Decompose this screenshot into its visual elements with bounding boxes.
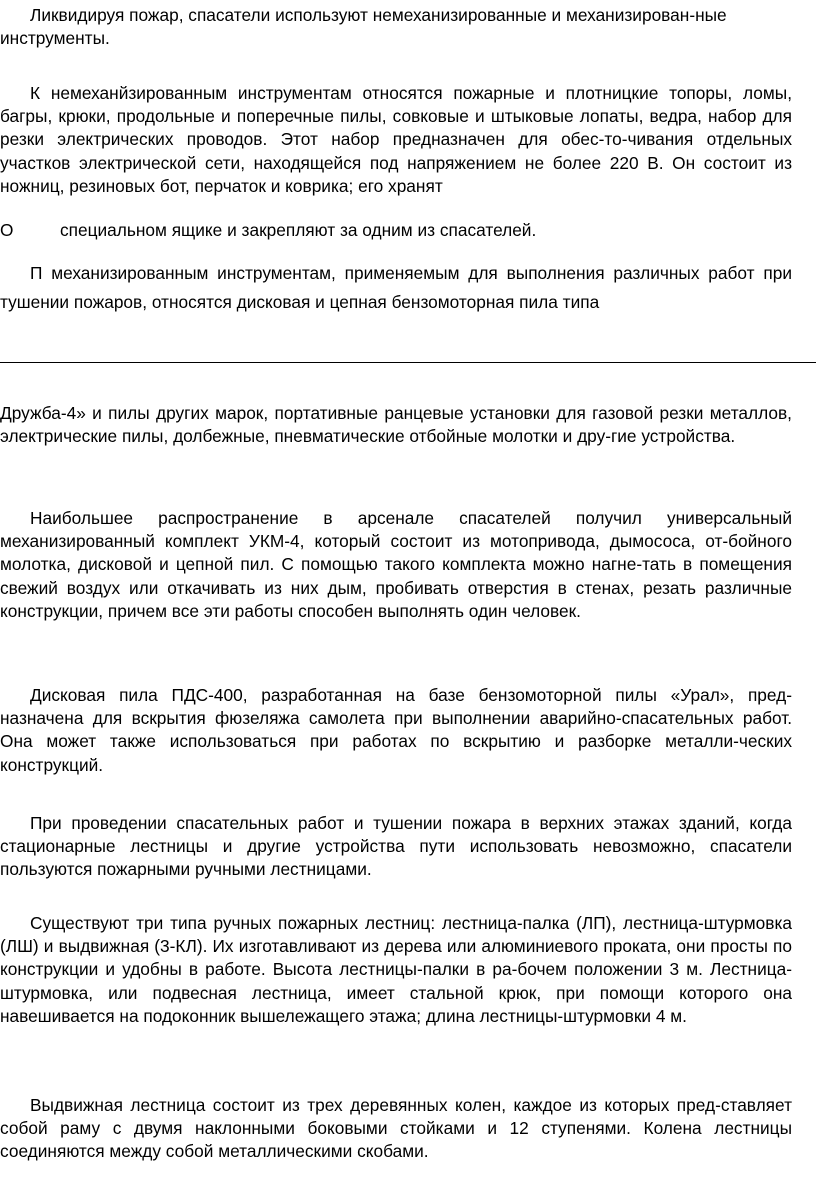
paragraph-pds400: Дисковая пила ПДС-400, разработанная на базе бензомоторной пилы «Урал», пред-назначена для вскрытия фюзеляжа самолета при выполнении аварийно-спасательных работ. Она может также использоваться при работах по вскрытию и разборке металли-ческих конструкций. <box>0 685 792 775</box>
paragraph-ladders-usage: При проведении спасательных работ и тушении пожара в верхних этажах зданий, когда стационарные лестницы и другие устройства пути использовать невозможно, спасатели пользуются пожарными ручными лестницами. <box>0 813 792 880</box>
horizontal-divider <box>0 362 816 363</box>
paragraph-extension-ladder: Выдвижная лестница состоит из трех деревянных колен, каждое из которых пред-ставляет собой раму с двумя наклонными боковыми стойками и 12 ступенями. Колена лестницы соединяются между собой металлическими скобами. <box>0 1095 792 1162</box>
paragraph-intro: Ликвидируя пожар, спасатели используют немеханизированные и механизирован-ные инструменты. <box>0 5 727 49</box>
paragraph-manual-tools: К немеханйзированным инструментам относятся пожарные и плотницкие топоры, ломы, багры, крюки, продольные и поперечные пилы, совковые и штыковые лопаты, ведра, набор для резки электрических проводов. Этот набор предназначен для обес-то-чивания отдельных участков электрической сети, находящейся под напряжением не более 220 В. Он состоит из ножниц, резиновых бот, перчаток и коврика; его хранят <box>0 83 792 196</box>
paragraph-ladder-types: Существуют три типа ручных пожарных лестниц: лестница-палка (ЛП), лестница-штурмовка (ЛШ) и выдвижная (3-КЛ). Их изготавливают из дерева или алюминиевого проката, они просты по конструкции и удобны в работе. Высота лестницы-палки в ра-бочем положении 3 м. Лестница-штурмовка, или подвесная лестница, имеет стальной крюк, при помощи которого она навешивается на подоконник вышележащего этажа; длина лестницы-штурмовки 4 м. <box>0 913 792 1026</box>
paragraph-storage <box>0 219 792 242</box>
paragraph-saws: Дружба-4» и пилы других марок, портативные ранцевые установки для газовой резки металлов, электрические пилы, долбежные, пневматические отбойные молотки и дру-гие устройства. <box>0 403 792 447</box>
paragraph-mechanized-tools: П механизированным инструментам, применяемым для выполнения различных работ при тушении пожаров, относятся дисковая и цепная бензомоторная пила типа <box>0 263 792 312</box>
paragraph-ukm4: Наибольшее распространение в арсенале спасателей получил универсальный механизированный комплект УКМ-4, который состоит из мотопривода, дымососа, от-бойного молотка, дисковой и цепной пил. С помощью такого комплекта можно нагне-тать в помещения свежий воздух или откачивать из них дым, пробивать отверстия в стенах, резать различные конструкции, причем все эти работы способен выполнять один человек. <box>0 508 792 621</box>
paragraph-storage-text: специальном ящике и закрепляют за одним из спасателей. <box>60 220 537 240</box>
paragraph-storage-lead: О <box>0 220 14 240</box>
